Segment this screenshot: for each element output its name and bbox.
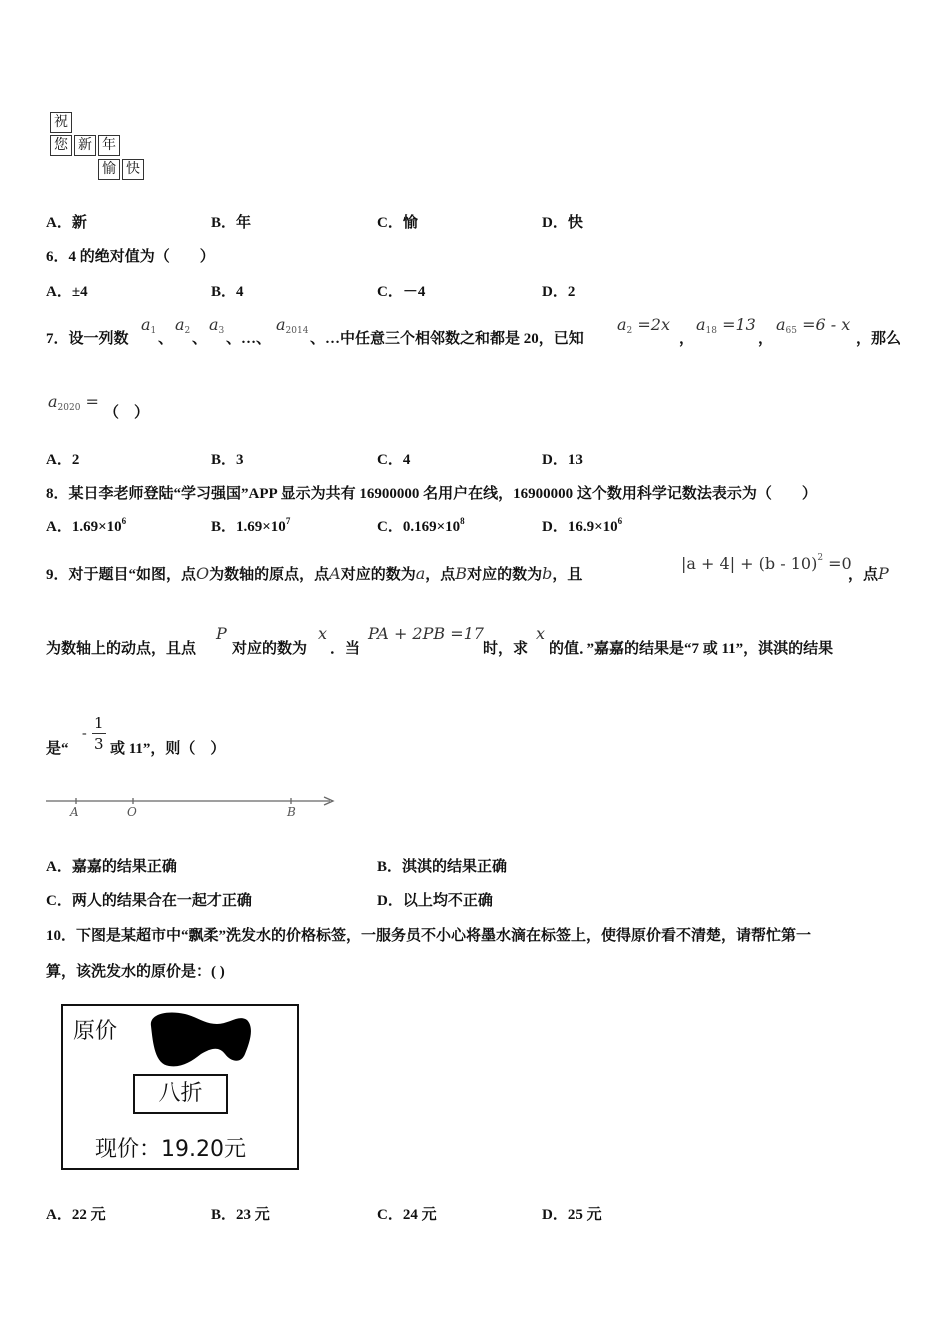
- price-tag-discount-box: 八折: [133, 1074, 228, 1114]
- q7-term-a3: $a_3$: [209, 315, 225, 336]
- cube-net-cell: 愉: [98, 159, 120, 180]
- q7-suffix: ，那么: [856, 331, 902, 347]
- q7-option-d[interactable]: D．13: [542, 452, 583, 468]
- number-line-label-a: A: [70, 805, 79, 819]
- q6-option-a[interactable]: A．±4: [46, 284, 88, 300]
- q6-option-c[interactable]: C．－4: [377, 284, 426, 300]
- cube-net-cell: 快: [122, 159, 144, 180]
- q10-option-a[interactable]: A．22 元: [46, 1207, 106, 1223]
- q6-option-b[interactable]: B．4: [211, 284, 244, 300]
- q10-option-d[interactable]: D．25 元: [542, 1207, 602, 1223]
- q5-option-d[interactable]: D．快: [542, 215, 583, 231]
- q8-stem: 8．某日李老师登陆“学习强国”APP 显示为共有 16900000 名用户在线，16900000 这个数用科学记数法表示为（ ）: [46, 486, 817, 502]
- q7-term-a2: $a_2$: [175, 315, 191, 336]
- q7-option-a[interactable]: A．2: [46, 452, 80, 468]
- cube-net-cell: 新: [74, 135, 96, 156]
- cube-net-cell: 您: [50, 135, 72, 156]
- q9-equation: |a + 4| + (b - 10)$^2$ =0: [681, 553, 852, 573]
- q9-option-b[interactable]: B．淇淇的结果正确: [377, 859, 508, 875]
- cube-net-cell: 年: [98, 135, 120, 156]
- q10-stem-line-2: 算，该洗发水的原价是：( ): [46, 964, 225, 980]
- q8-option-d[interactable]: D．$16.9\times 10^6$: [542, 516, 623, 535]
- q6-option-d[interactable]: D．2: [542, 284, 576, 300]
- q10-stem-line-1: 10．下图是某超市中“飘柔”洗发水的价格标签，一服务员不小心将墨水滴在标签上，使得原价看不清楚，请帮忙第一: [46, 928, 812, 944]
- q7-option-b[interactable]: B．3: [211, 452, 244, 468]
- q10-option-c[interactable]: C．24 元: [377, 1207, 437, 1223]
- q7-condition-2: $a_{18} =13$: [696, 315, 756, 336]
- ink-blot: [145, 1008, 255, 1070]
- q9-condition: PA + 2PB =17: [368, 624, 484, 643]
- q9-option-d[interactable]: D．以上均不正确: [377, 893, 493, 909]
- number-line-label-o: O: [127, 805, 137, 819]
- q7-ellipsis: 、…、: [226, 331, 272, 347]
- q7-middle: 、…中任意三个相邻数之和都是 20，已知: [310, 331, 584, 347]
- q7-prefix: 7．设一列数: [46, 331, 129, 347]
- q5-option-a[interactable]: A．新: [46, 215, 87, 231]
- q9-fraction: $\frac{1}{3}$: [94, 714, 104, 753]
- q7-condition-1: $a_2 =2x$: [617, 315, 670, 336]
- q7-condition-3: $a_{65} =6 - x$: [776, 315, 851, 336]
- q7-term-a2014: $a_{2014}$: [276, 315, 309, 336]
- q10-option-b[interactable]: B．23 元: [211, 1207, 270, 1223]
- q8-option-b[interactable]: B．$1.69\times 10^7$: [211, 516, 291, 535]
- q9-option-c[interactable]: C．两人的结果合在一起才正确: [46, 893, 252, 909]
- number-line-label-b: B: [287, 805, 296, 819]
- q6-stem: 6．4 的绝对值为（ ）: [46, 249, 215, 265]
- q8-option-a[interactable]: A．$1.69\times 10^6$: [46, 516, 127, 535]
- cube-net-cell: 祝: [50, 112, 72, 133]
- price-tag: [61, 1004, 299, 1170]
- price-tag-original-label: 原价: [73, 1019, 118, 1044]
- number-line-figure: [44, 790, 344, 820]
- q5-option-b[interactable]: B．年: [211, 215, 252, 231]
- q9-option-a[interactable]: A．嘉嘉的结果正确: [46, 859, 177, 875]
- q7-ask-term: $a_{2020}$ =: [48, 392, 99, 413]
- price-tag-current-price: 现价：19.20元: [95, 1137, 246, 1162]
- q7-term-a1: $a_1$: [141, 315, 157, 336]
- q7-ask-paren: （ ）: [104, 405, 150, 421]
- q7-option-c[interactable]: C．4: [377, 452, 411, 468]
- q8-option-c[interactable]: C．$0.169\times 10^8$: [377, 516, 465, 535]
- q5-option-c[interactable]: C．愉: [377, 215, 418, 231]
